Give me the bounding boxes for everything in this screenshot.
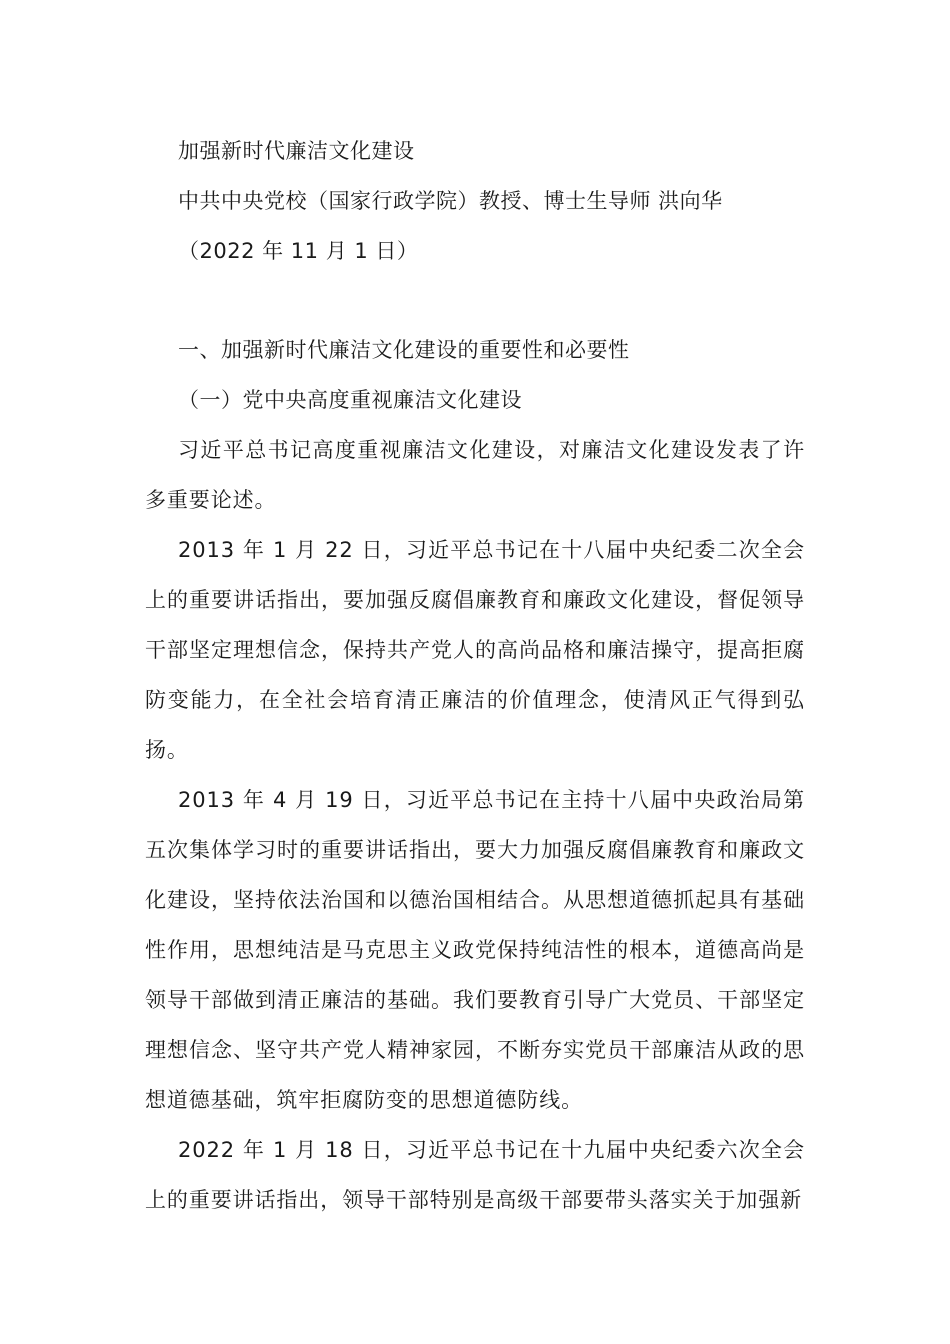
author-line: 中共中央党校（国家行政学院）教授、博士生导师 洪向华 [178, 189, 723, 213]
section-heading: 一、加强新时代廉洁文化建设的重要性和必要性 [178, 338, 630, 362]
paragraph-2022-jan: 2022 年 1 月 18 日，习近平总书记在十九届中央纪委六次全会上的重要讲话指出，领导干部特别是高级干部要带头落实关于加强新 [145, 1138, 805, 1212]
paragraph-2013-jan: 2013 年 1 月 22 日，习近平总书记在十八届中央纪委二次全会上的重要讲话指出，要加强反腐倡廉教育和廉政文化建设，督促领导干部坚定理想信念，保持共产党人的高尚品格和廉洁操守，提高拒腐防变能力，在全社会培育清正廉洁的价值理念，使清风正气得到弘扬。 [145, 538, 805, 762]
date-line: （2022 年 11 月 1 日） [178, 239, 419, 263]
paragraph-intro: 习近平总书记高度重视廉洁文化建设，对廉洁文化建设发表了许多重要论述。 [145, 438, 805, 512]
document-title: 加强新时代廉洁文化建设 [178, 139, 415, 163]
subsection-heading: （一）党中央高度重视廉洁文化建设 [178, 388, 522, 412]
paragraph-2013-apr: 2013 年 4 月 19 日，习近平总书记在主持十八届中央政治局第五次集体学习时的重要讲话指出，要大力加强反腐倡廉教育和廉政文化建设，坚持依法治国和以德治国相结合。从思想道德抓起具有基础性作用，思想纯洁是马克思主义政党保持纯洁性的根本，道德高尚是领导干部做到清正廉洁的基础。我们要教育引导广大党员、干部坚定理想信念、坚守共产党人精神家园，不断夯实党员干部廉洁从政的思想道德基础，筑牢拒腐防变的思想道德防线。 [145, 788, 805, 1112]
